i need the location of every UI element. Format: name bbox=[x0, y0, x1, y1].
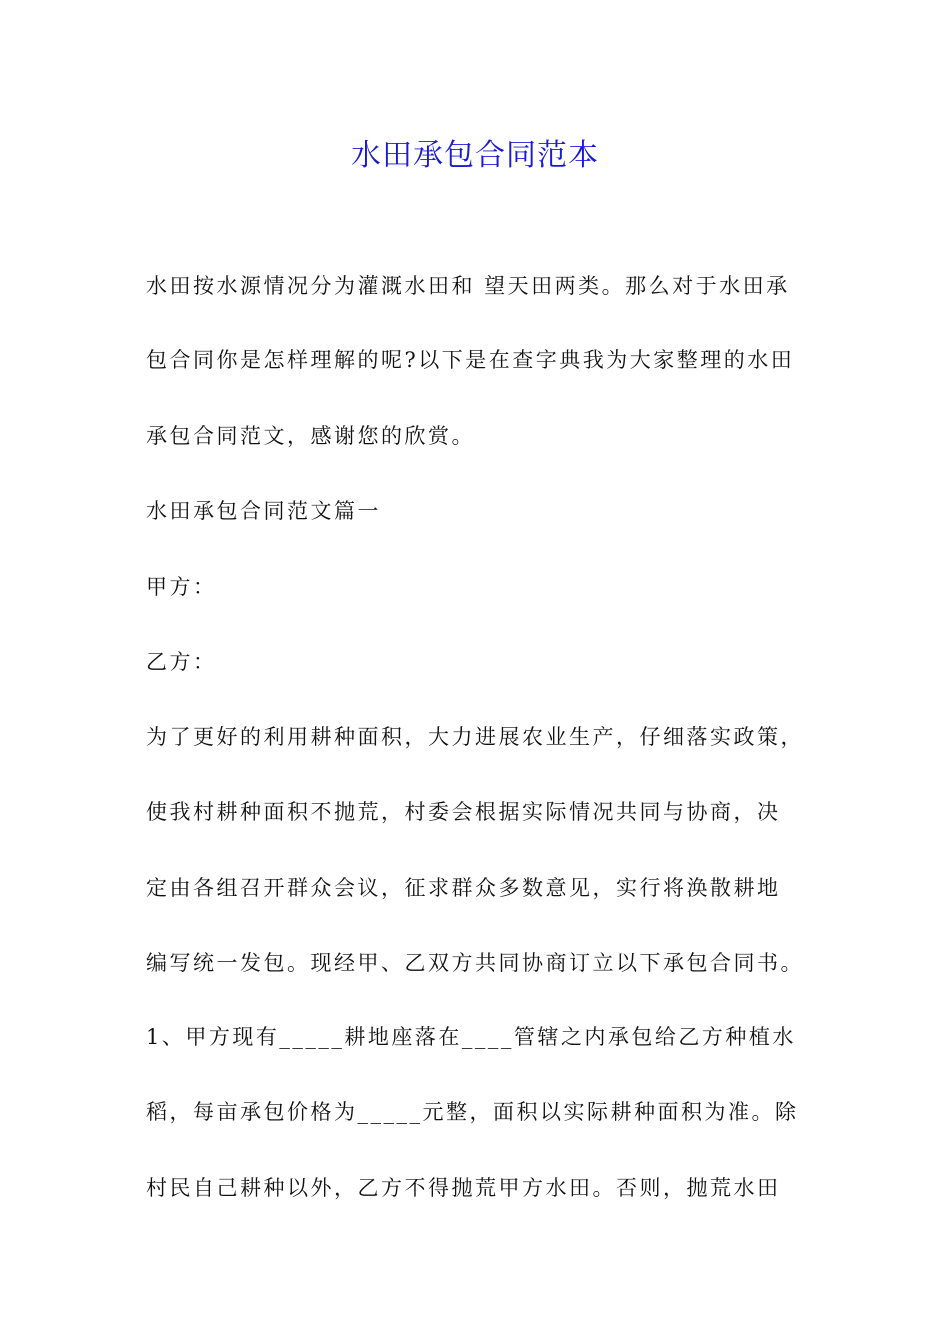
clause-line: 村民自己耕种以外，乙方不得抛荒甲方水田。否则，抛荒水田 bbox=[146, 1176, 781, 1200]
paragraph-line: 为了更好的利用耕种面积，大力进展农业生产，仔细落实政策， bbox=[146, 725, 804, 749]
party-b-label: 乙方： bbox=[146, 650, 217, 674]
paragraph-line: 承包合同范文，感谢您的欣赏。 bbox=[146, 424, 475, 448]
document-title: 水田承包合同范本 bbox=[351, 138, 599, 173]
paragraph-line: 定由各组召开群众会议，征求群众多数意见，实行将涣散耕地 bbox=[146, 876, 781, 900]
paragraph-line: 包合同你是怎样理解的呢?以下是在查字典我为大家整理的水田 bbox=[146, 348, 795, 372]
party-a-label: 甲方： bbox=[146, 575, 217, 599]
section-heading: 水田承包合同范文篇一 bbox=[146, 499, 381, 523]
paragraph-line: 编写统一发包。现经甲、乙双方共同协商订立以下承包合同书。 bbox=[146, 951, 804, 975]
clause-line: 1、甲方现有_____耕地座落在____管辖之内承包给乙方种植水 bbox=[146, 1025, 796, 1049]
paragraph-line: 使我村耕种面积不抛荒，村委会根据实际情况共同与协商，决 bbox=[146, 800, 781, 824]
clause-line: 稻，每亩承包价格为_____元整，面积以实际耕种面积为准。除 bbox=[146, 1100, 799, 1124]
paragraph-line: 水田按水源情况分为灌溉水田和 望天田两类。那么对于水田承 bbox=[146, 274, 790, 298]
